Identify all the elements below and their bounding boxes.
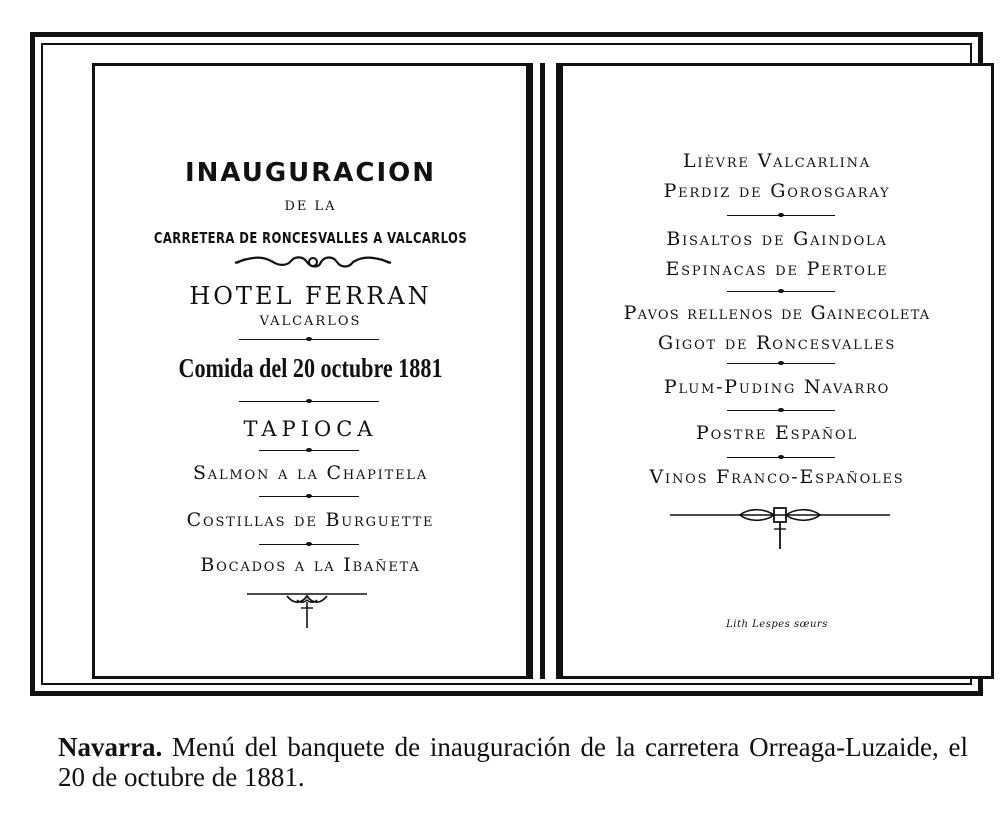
course-tapioca: TAPIOCA bbox=[243, 417, 378, 441]
divider-dot bbox=[778, 361, 784, 365]
hotel-town: VALCARLOS bbox=[259, 314, 362, 329]
course-pavos: Pavos rellenos de Gainecoleta bbox=[623, 302, 931, 324]
divider-dot bbox=[778, 289, 784, 293]
divider-dot bbox=[778, 455, 784, 459]
divider-dot bbox=[306, 494, 312, 498]
end-ornament-icon bbox=[247, 588, 367, 630]
divider-dot bbox=[306, 542, 312, 546]
course-costillas: Costillas de Burguette bbox=[186, 509, 435, 531]
course-bisaltos: Bisaltos de Gaindola bbox=[666, 228, 888, 250]
divider-dot bbox=[306, 399, 312, 403]
caption-text: Menú del banquete de inauguración de la carretera Orreaga-Luzaide, el 20 de octubre de 1881. bbox=[58, 732, 968, 792]
course-lievre: Lièvre Valcarlina bbox=[683, 150, 871, 172]
course-salmon: Salmon a la Chapitela bbox=[192, 462, 429, 484]
end-ornament-icon bbox=[670, 503, 890, 553]
center-spine bbox=[529, 63, 560, 679]
caption-region: Navarra. bbox=[58, 732, 163, 762]
course-vinos: Vinos Franco-Españoles bbox=[649, 466, 905, 488]
route-name: CARRETERA DE RONCESVALLES A VALCARLOS bbox=[153, 229, 468, 247]
menu-card-frame bbox=[30, 32, 983, 696]
de-la-text: DE LA bbox=[284, 199, 337, 214]
divider-dot bbox=[306, 337, 312, 341]
left-menu-page bbox=[92, 63, 529, 679]
course-postre: Postre Español bbox=[696, 422, 858, 444]
scroll-ornament-icon bbox=[233, 252, 393, 274]
course-plum-puding: Plum-Puding Navarro bbox=[663, 376, 891, 398]
divider-dot bbox=[778, 408, 784, 412]
divider-dot bbox=[306, 448, 312, 452]
lithographer-credit: Lith Lespes sœurs bbox=[726, 619, 828, 630]
divider-dot bbox=[778, 213, 784, 217]
menu-title: INAUGURACION bbox=[184, 158, 437, 188]
course-bocados: Bocados a la Ibañeta bbox=[200, 554, 421, 576]
course-espinacas: Espinacas de Pertole bbox=[665, 258, 889, 280]
hotel-name: HOTEL FERRAN bbox=[189, 282, 432, 310]
course-gigot: Gigot de Roncesvalles bbox=[657, 332, 897, 354]
right-menu-page bbox=[560, 63, 994, 679]
dinner-date: Comida del 20 octubre 1881 bbox=[178, 353, 443, 383]
figure-caption bbox=[58, 732, 968, 792]
course-perdiz: Perdiz de Gorosgaray bbox=[663, 180, 891, 202]
